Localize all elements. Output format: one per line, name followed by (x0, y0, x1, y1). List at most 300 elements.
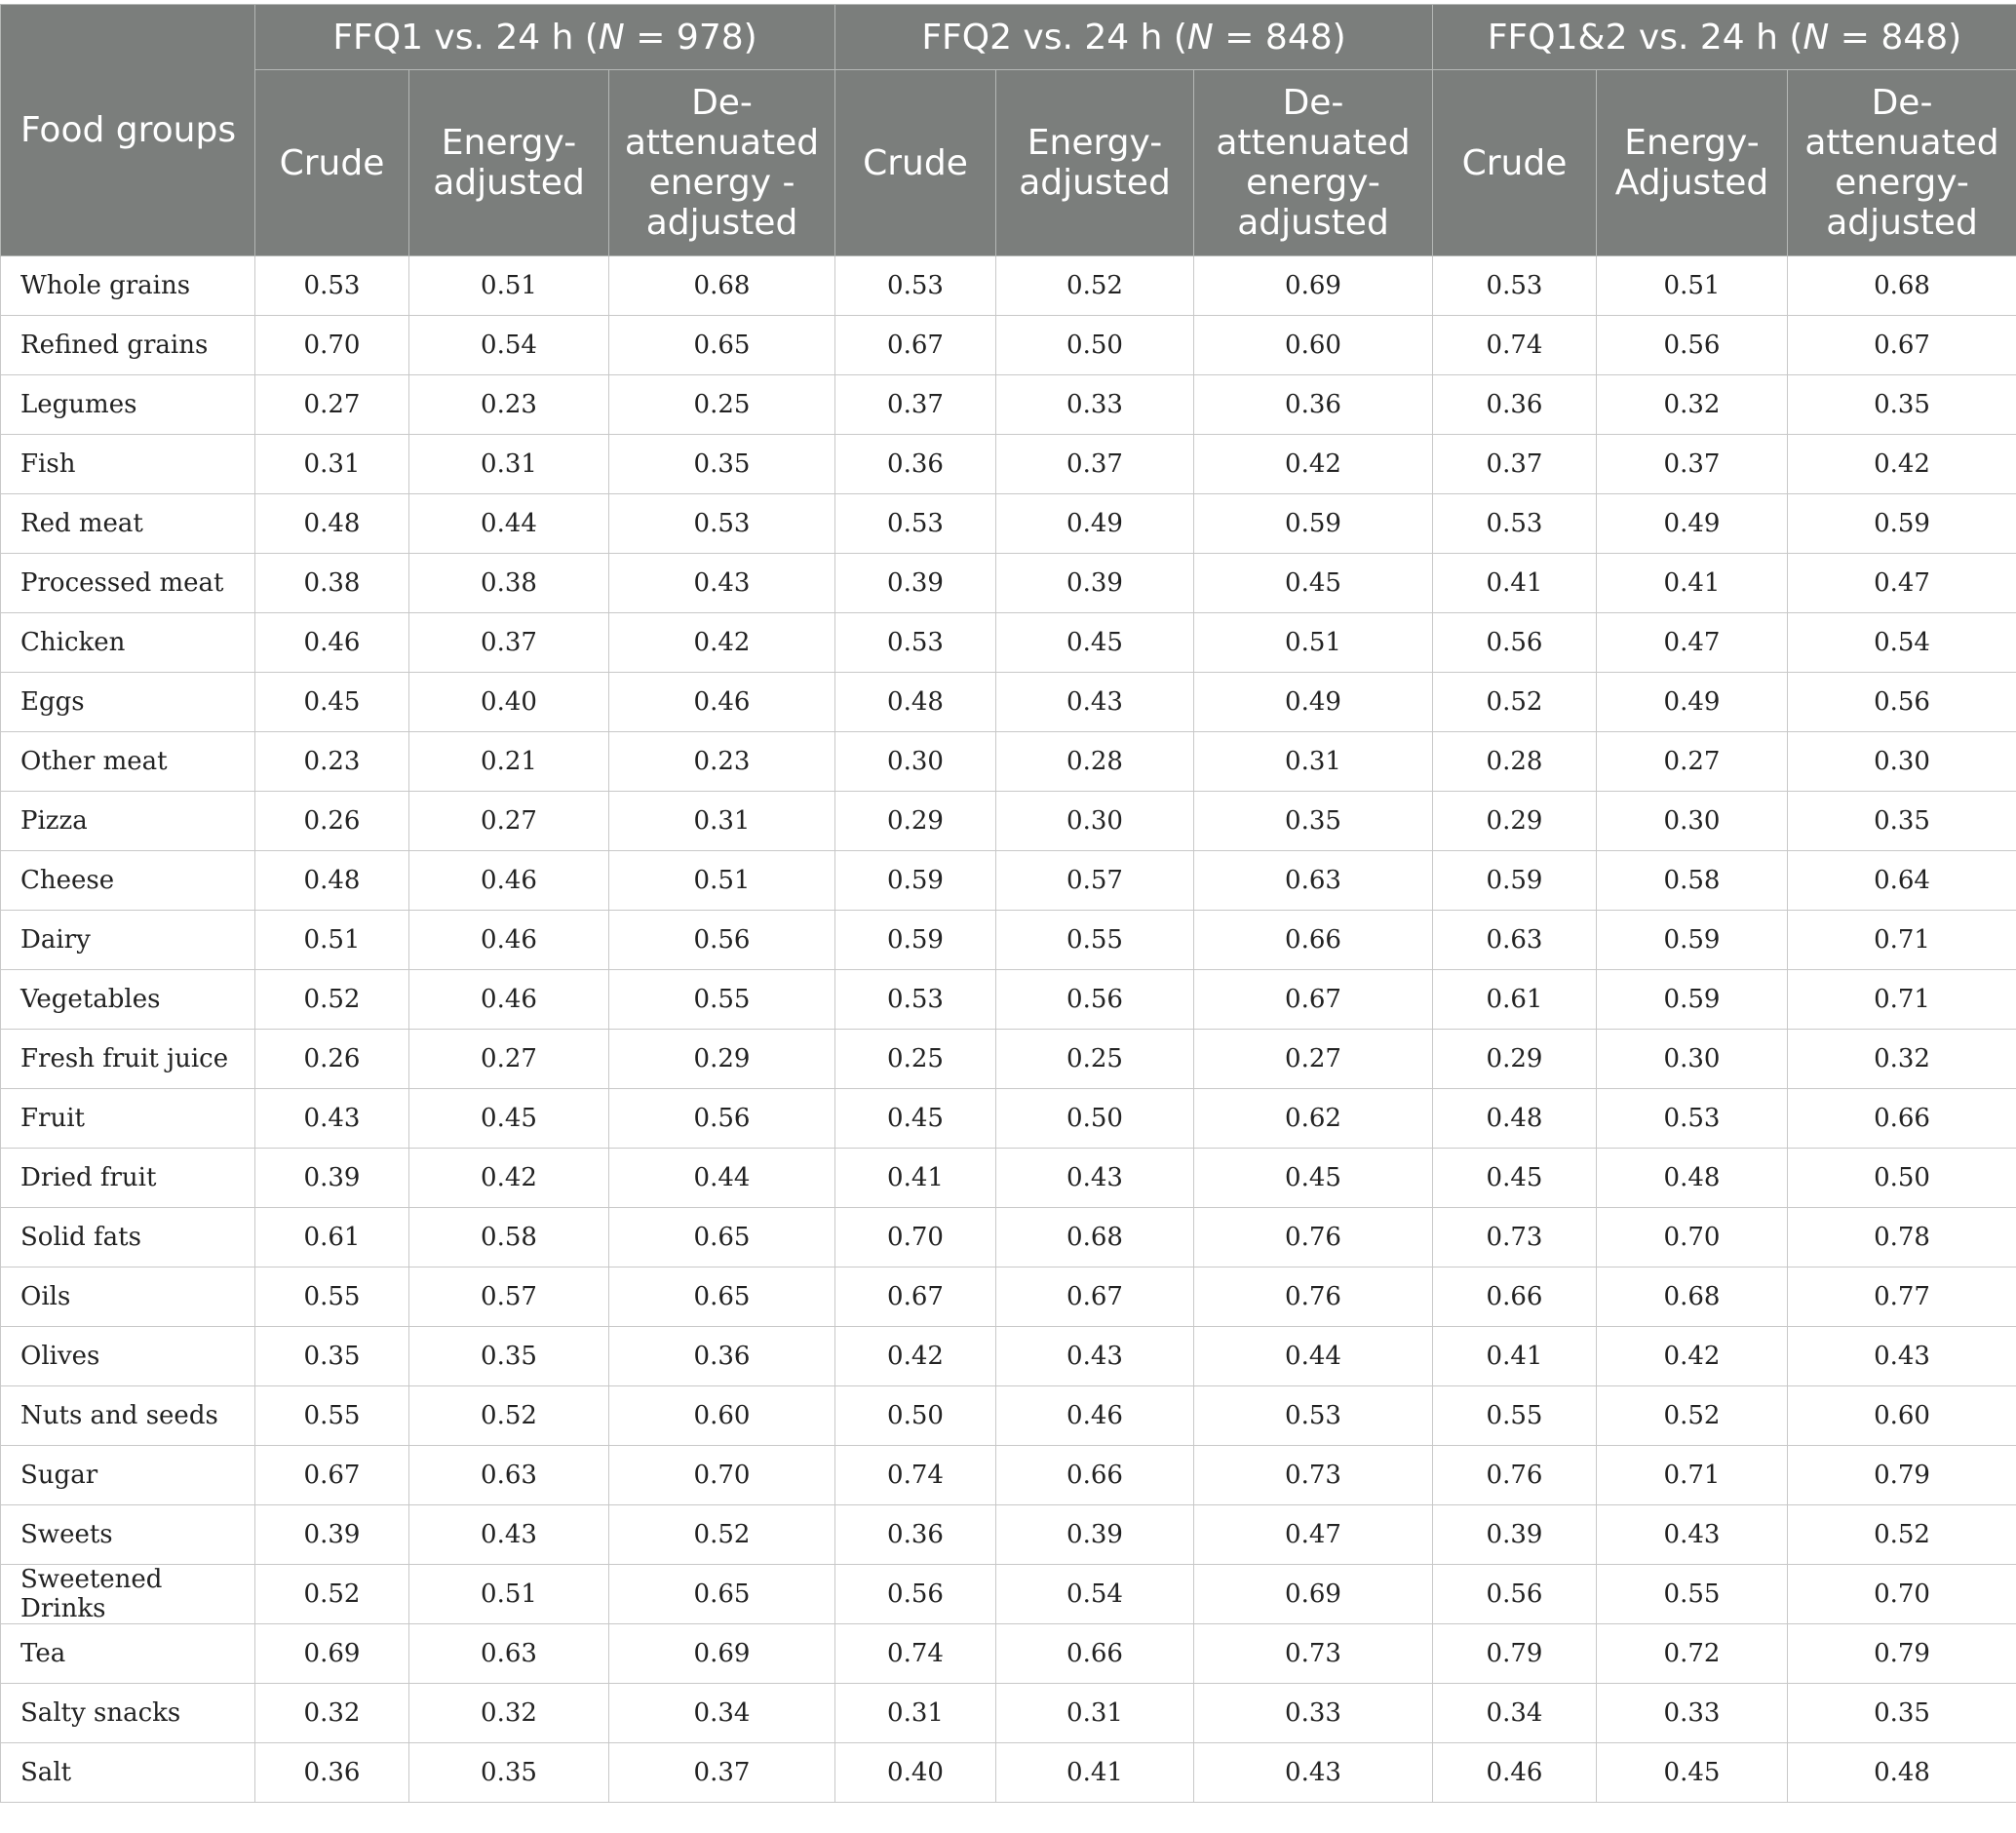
correlation-cell: 0.43 (1597, 1505, 1788, 1565)
correlation-cell: 0.56 (1788, 673, 2016, 732)
correlation-cell: 0.67 (1194, 970, 1433, 1030)
correlation-cell: 0.42 (835, 1327, 996, 1386)
correlation-cell: 0.26 (255, 792, 409, 851)
food-group-cell: Sugar (1, 1446, 255, 1505)
correlation-cell: 0.48 (1788, 1743, 2016, 1803)
correlation-cell: 0.74 (835, 1446, 996, 1505)
food-group-cell: Legumes (1, 375, 255, 435)
correlation-cell: 0.61 (1433, 970, 1597, 1030)
correlation-cell: 0.53 (1433, 494, 1597, 554)
correlation-cell: 0.46 (409, 911, 609, 970)
correlation-cell: 0.23 (409, 375, 609, 435)
correlation-cell: 0.53 (1194, 1386, 1433, 1446)
correlation-cell: 0.49 (1597, 494, 1788, 554)
correlation-cell: 0.54 (1788, 613, 2016, 673)
food-group-cell: Fish (1, 435, 255, 494)
correlation-cell: 0.29 (609, 1030, 835, 1089)
correlation-cell: 0.45 (1194, 554, 1433, 613)
correlation-cell: 0.53 (255, 256, 409, 316)
correlation-cell: 0.48 (255, 494, 409, 554)
correlation-cell: 0.46 (609, 673, 835, 732)
correlation-cell: 0.42 (1597, 1327, 1788, 1386)
correlation-cell: 0.59 (1194, 494, 1433, 554)
correlation-cell: 0.53 (609, 494, 835, 554)
correlation-cell: 0.69 (1194, 1565, 1433, 1624)
correlation-cell: 0.56 (1433, 613, 1597, 673)
correlation-cell: 0.55 (1597, 1565, 1788, 1624)
correlation-cell: 0.38 (255, 554, 409, 613)
correlation-cell: 0.74 (835, 1624, 996, 1684)
correlation-cell: 0.39 (255, 1505, 409, 1565)
food-group-cell: Solid fats (1, 1208, 255, 1268)
correlation-cell: 0.73 (1194, 1446, 1433, 1505)
table-row (1, 1268, 2016, 1327)
correlation-cell: 0.41 (1597, 554, 1788, 613)
correlation-cell: 0.55 (996, 911, 1194, 970)
correlation-cell: 0.41 (1433, 554, 1597, 613)
correlation-cell: 0.54 (409, 316, 609, 375)
food-group-cell: Fresh fruit juice (1, 1030, 255, 1089)
group-label-n: N (1186, 17, 1214, 58)
correlation-cell: 0.31 (996, 1684, 1194, 1743)
correlation-cell: 0.56 (1597, 316, 1788, 375)
correlation-cell: 0.30 (835, 732, 996, 792)
correlation-cell: 0.43 (409, 1505, 609, 1565)
correlation-cell: 0.70 (255, 316, 409, 375)
correlation-cell: 0.35 (1788, 1684, 2016, 1743)
correlation-cell: 0.67 (835, 316, 996, 375)
subheader-crude: Crude (1433, 70, 1597, 256)
correlation-cell: 0.27 (255, 375, 409, 435)
correlation-cell: 0.70 (609, 1446, 835, 1505)
subheader-deattenuated: De-attenuated energy-adjusted (1194, 70, 1433, 256)
subheader-deattenuated: De-attenuated energy-adjusted (1788, 70, 2016, 256)
correlation-cell: 0.52 (255, 1565, 409, 1624)
correlation-cell: 0.44 (609, 1149, 835, 1208)
correlation-cell: 0.55 (1433, 1386, 1597, 1446)
correlation-cell: 0.50 (835, 1386, 996, 1446)
correlation-cell: 0.33 (1597, 1684, 1788, 1743)
table-row (1, 1505, 2016, 1565)
correlation-cell: 0.35 (609, 435, 835, 494)
correlation-cell: 0.39 (996, 1505, 1194, 1565)
table-row (1, 316, 2016, 375)
correlation-cell: 0.63 (409, 1446, 609, 1505)
correlation-cell: 0.39 (1433, 1505, 1597, 1565)
correlation-cell: 0.25 (996, 1030, 1194, 1089)
table-row (1, 1149, 2016, 1208)
correlation-cell: 0.43 (1194, 1743, 1433, 1803)
correlation-cell: 0.71 (1788, 911, 2016, 970)
food-group-cell: Vegetables (1, 970, 255, 1030)
subheader-deattenuated: De-attenuated energy -adjusted (609, 70, 835, 256)
correlation-cell: 0.35 (409, 1743, 609, 1803)
correlation-cell: 0.30 (1788, 732, 2016, 792)
correlation-cell: 0.45 (255, 673, 409, 732)
correlation-cell: 0.44 (1194, 1327, 1433, 1386)
table-row (1, 851, 2016, 911)
correlation-cell: 0.57 (996, 851, 1194, 911)
correlation-cell: 0.37 (609, 1743, 835, 1803)
food-group-cell: Oils (1, 1268, 255, 1327)
correlation-cell: 0.66 (1788, 1089, 2016, 1149)
correlation-cell: 0.43 (1788, 1327, 2016, 1386)
correlation-cell: 0.46 (996, 1386, 1194, 1446)
correlation-cell: 0.65 (609, 316, 835, 375)
correlation-cell: 0.41 (1433, 1327, 1597, 1386)
correlation-cell: 0.48 (835, 673, 996, 732)
correlation-cell: 0.42 (409, 1149, 609, 1208)
correlation-cell: 0.67 (255, 1446, 409, 1505)
correlation-cell: 0.59 (1597, 911, 1788, 970)
correlation-cell: 0.62 (1194, 1089, 1433, 1149)
food-group-cell: Red meat (1, 494, 255, 554)
correlation-cell: 0.35 (1788, 375, 2016, 435)
correlation-cell: 0.35 (1788, 792, 2016, 851)
correlation-cell: 0.29 (1433, 1030, 1597, 1089)
correlation-cell: 0.52 (255, 970, 409, 1030)
table-row (1, 970, 2016, 1030)
food-group-cell: Sweets (1, 1505, 255, 1565)
correlation-cell: 0.36 (835, 435, 996, 494)
correlation-cell: 0.55 (255, 1268, 409, 1327)
correlation-cell: 0.71 (1788, 970, 2016, 1030)
subheader-energy-adjusted: Energy-adjusted (409, 70, 609, 256)
correlation-cell: 0.56 (835, 1565, 996, 1624)
table-row (1, 1089, 2016, 1149)
correlation-cell: 0.59 (835, 851, 996, 911)
correlation-cell: 0.78 (1788, 1208, 2016, 1268)
correlation-cell: 0.38 (409, 554, 609, 613)
group-header-ffq1 (255, 5, 835, 70)
correlation-cell: 0.59 (835, 911, 996, 970)
correlation-cell: 0.79 (1788, 1624, 2016, 1684)
correlation-cell: 0.53 (835, 613, 996, 673)
group-label-pre: FFQ2 vs. 24 h ( (921, 17, 1187, 58)
correlation-cell: 0.57 (409, 1268, 609, 1327)
table-row (1, 1030, 2016, 1089)
correlation-cell: 0.47 (1194, 1505, 1433, 1565)
correlation-cell: 0.42 (609, 613, 835, 673)
table-row (1, 256, 2016, 316)
food-group-cell: Other meat (1, 732, 255, 792)
correlation-cell: 0.49 (996, 494, 1194, 554)
correlation-cell: 0.69 (255, 1624, 409, 1684)
group-label-n: N (598, 17, 625, 58)
correlation-cell: 0.45 (835, 1089, 996, 1149)
correlation-cell: 0.45 (996, 613, 1194, 673)
food-group-cell: Fruit (1, 1089, 255, 1149)
correlation-cell: 0.28 (996, 732, 1194, 792)
table-row (1, 435, 2016, 494)
correlation-cell: 0.66 (996, 1446, 1194, 1505)
table-row (1, 732, 2016, 792)
table-row (1, 1208, 2016, 1268)
correlation-cell: 0.50 (996, 316, 1194, 375)
correlation-cell: 0.31 (409, 435, 609, 494)
table-row (1, 494, 2016, 554)
correlation-cell: 0.52 (1597, 1386, 1788, 1446)
food-group-cell: Whole grains (1, 256, 255, 316)
correlation-cell: 0.59 (1788, 494, 2016, 554)
correlation-cell: 0.63 (409, 1624, 609, 1684)
correlation-cell: 0.36 (835, 1505, 996, 1565)
correlation-cell: 0.26 (255, 1030, 409, 1089)
correlation-cell: 0.70 (1788, 1565, 2016, 1624)
correlation-cell: 0.48 (1433, 1089, 1597, 1149)
group-header-row (1, 5, 2016, 70)
correlation-cell: 0.45 (1194, 1149, 1433, 1208)
correlation-cell: 0.48 (255, 851, 409, 911)
correlation-cell: 0.51 (255, 911, 409, 970)
correlation-cell: 0.46 (1433, 1743, 1597, 1803)
food-groups-header: Food groups (1, 5, 255, 256)
correlation-cell: 0.67 (1788, 316, 2016, 375)
correlation-cell: 0.35 (255, 1327, 409, 1386)
correlation-cell: 0.68 (1788, 256, 2016, 316)
sub-header-row (1, 70, 2016, 256)
group-label-n: N (1803, 17, 1830, 58)
correlation-cell: 0.52 (609, 1505, 835, 1565)
subheader-energy-adjusted: Energy-adjusted (996, 70, 1194, 256)
correlation-cell: 0.69 (1194, 256, 1433, 316)
food-group-cell: Processed meat (1, 554, 255, 613)
food-group-cell: Dairy (1, 911, 255, 970)
correlation-cell: 0.46 (255, 613, 409, 673)
correlation-cell: 0.56 (996, 970, 1194, 1030)
correlation-cell: 0.76 (1194, 1268, 1433, 1327)
table-row (1, 792, 2016, 851)
correlation-cell: 0.65 (609, 1268, 835, 1327)
correlation-cell: 0.61 (255, 1208, 409, 1268)
correlation-cell: 0.50 (996, 1089, 1194, 1149)
correlation-cell: 0.37 (409, 613, 609, 673)
correlation-cell: 0.71 (1597, 1446, 1788, 1505)
correlation-cell: 0.44 (409, 494, 609, 554)
correlation-cell: 0.29 (835, 792, 996, 851)
correlation-cell: 0.73 (1433, 1208, 1597, 1268)
correlation-cell: 0.32 (255, 1684, 409, 1743)
group-label-post: = 848) (1829, 17, 1962, 58)
correlation-cell: 0.66 (1194, 911, 1433, 970)
correlation-cell: 0.53 (1597, 1089, 1788, 1149)
correlation-cell: 0.67 (996, 1268, 1194, 1327)
correlation-cell: 0.25 (609, 375, 835, 435)
correlation-cell: 0.43 (609, 554, 835, 613)
correlation-cell: 0.47 (1788, 554, 2016, 613)
food-group-cell: Pizza (1, 792, 255, 851)
correlation-cell: 0.58 (409, 1208, 609, 1268)
correlation-cell: 0.60 (1788, 1386, 2016, 1446)
table-row (1, 911, 2016, 970)
correlation-cell: 0.37 (1433, 435, 1597, 494)
correlation-cell: 0.52 (1433, 673, 1597, 732)
food-group-cell: Refined grains (1, 316, 255, 375)
correlation-cell: 0.52 (1788, 1505, 2016, 1565)
correlation-cell: 0.52 (409, 1386, 609, 1446)
correlation-cell: 0.79 (1788, 1446, 2016, 1505)
correlation-cell: 0.39 (835, 554, 996, 613)
correlation-cell: 0.33 (996, 375, 1194, 435)
correlation-cell: 0.37 (1597, 435, 1788, 494)
correlation-cell: 0.39 (255, 1149, 409, 1208)
table-header (1, 5, 2016, 256)
food-group-cell: Nuts and seeds (1, 1386, 255, 1446)
correlation-cell: 0.53 (835, 256, 996, 316)
subheader-energy-adjusted: Energy-Adjusted (1597, 70, 1788, 256)
correlation-cell: 0.40 (835, 1743, 996, 1803)
correlation-cell: 0.49 (1597, 673, 1788, 732)
table-row (1, 1743, 2016, 1803)
correlation-cell: 0.59 (1597, 970, 1788, 1030)
correlation-cell: 0.52 (996, 256, 1194, 316)
food-group-cell: Salt (1, 1743, 255, 1803)
group-header-ffq2 (835, 5, 1433, 70)
correlation-cell: 0.27 (1597, 732, 1788, 792)
correlation-cell: 0.36 (609, 1327, 835, 1386)
table-row (1, 554, 2016, 613)
correlation-cell: 0.43 (996, 673, 1194, 732)
correlation-cell: 0.59 (1433, 851, 1597, 911)
food-group-cell: Chicken (1, 613, 255, 673)
correlation-cell: 0.36 (1194, 375, 1433, 435)
correlation-cell: 0.58 (1597, 851, 1788, 911)
correlation-cell: 0.45 (1597, 1743, 1788, 1803)
correlation-cell: 0.48 (1597, 1149, 1788, 1208)
correlation-cell: 0.45 (409, 1089, 609, 1149)
correlation-cell: 0.53 (1433, 256, 1597, 316)
correlation-cell: 0.51 (1597, 256, 1788, 316)
correlation-cell: 0.42 (1194, 435, 1433, 494)
correlation-cell: 0.56 (609, 911, 835, 970)
correlation-cell: 0.66 (996, 1624, 1194, 1684)
correlation-cell: 0.35 (1194, 792, 1433, 851)
table-row (1, 673, 2016, 732)
subheader-crude: Crude (255, 70, 409, 256)
correlation-cell: 0.74 (1433, 316, 1597, 375)
correlation-cell: 0.43 (996, 1327, 1194, 1386)
correlation-cell: 0.69 (609, 1624, 835, 1684)
correlation-cell: 0.50 (1788, 1149, 2016, 1208)
correlation-cell: 0.35 (409, 1327, 609, 1386)
group-label-pre: FFQ1&2 vs. 24 h ( (1487, 17, 1803, 58)
correlation-cell: 0.23 (255, 732, 409, 792)
correlation-cell: 0.70 (1597, 1208, 1788, 1268)
table-row (1, 375, 2016, 435)
correlation-cell: 0.46 (409, 970, 609, 1030)
food-group-cell: Salty snacks (1, 1684, 255, 1743)
table-body (1, 256, 2016, 1803)
correlation-cell: 0.77 (1788, 1268, 2016, 1327)
food-group-cell: Cheese (1, 851, 255, 911)
correlation-cell: 0.42 (1788, 435, 2016, 494)
correlation-cell: 0.72 (1597, 1624, 1788, 1684)
correlation-cell: 0.36 (1433, 375, 1597, 435)
correlation-cell: 0.40 (409, 673, 609, 732)
correlation-cell: 0.29 (1433, 792, 1597, 851)
correlation-table (0, 4, 2016, 1803)
correlation-cell: 0.23 (609, 732, 835, 792)
correlation-cell: 0.41 (835, 1149, 996, 1208)
correlation-cell: 0.63 (1433, 911, 1597, 970)
correlation-cell: 0.67 (835, 1268, 996, 1327)
correlation-cell: 0.43 (255, 1089, 409, 1149)
group-header-ffq1and2 (1433, 5, 2016, 70)
correlation-cell: 0.46 (409, 851, 609, 911)
correlation-cell: 0.53 (835, 970, 996, 1030)
table-row (1, 1565, 2016, 1624)
correlation-cell: 0.60 (1194, 316, 1433, 375)
correlation-cell: 0.32 (1597, 375, 1788, 435)
correlation-cell: 0.37 (835, 375, 996, 435)
correlation-cell: 0.68 (1597, 1268, 1788, 1327)
correlation-cell: 0.31 (255, 435, 409, 494)
correlation-cell: 0.76 (1194, 1208, 1433, 1268)
correlation-cell: 0.36 (255, 1743, 409, 1803)
correlation-cell: 0.27 (409, 792, 609, 851)
correlation-cell: 0.51 (409, 256, 609, 316)
correlation-cell: 0.55 (609, 970, 835, 1030)
correlation-cell: 0.54 (996, 1565, 1194, 1624)
correlation-cell: 0.56 (609, 1089, 835, 1149)
correlation-cell: 0.65 (609, 1565, 835, 1624)
correlation-cell: 0.76 (1433, 1446, 1597, 1505)
food-group-cell: Eggs (1, 673, 255, 732)
correlation-cell: 0.27 (1194, 1030, 1433, 1089)
table-row (1, 1624, 2016, 1684)
correlation-cell: 0.43 (996, 1149, 1194, 1208)
correlation-cell: 0.68 (609, 256, 835, 316)
food-group-cell: Dried fruit (1, 1149, 255, 1208)
correlation-cell: 0.33 (1194, 1684, 1433, 1743)
correlation-cell: 0.73 (1194, 1624, 1433, 1684)
correlation-cell: 0.45 (1433, 1149, 1597, 1208)
group-label-pre: FFQ1 vs. 24 h ( (332, 17, 599, 58)
correlation-cell: 0.70 (835, 1208, 996, 1268)
correlation-cell: 0.79 (1433, 1624, 1597, 1684)
subheader-crude: Crude (835, 70, 996, 256)
correlation-cell: 0.30 (996, 792, 1194, 851)
correlation-cell: 0.34 (609, 1684, 835, 1743)
correlation-cell: 0.25 (835, 1030, 996, 1089)
correlation-cell: 0.49 (1194, 673, 1433, 732)
correlation-cell: 0.31 (1194, 732, 1433, 792)
table-row (1, 1386, 2016, 1446)
correlation-cell: 0.32 (409, 1684, 609, 1743)
group-label-post: = 848) (1213, 17, 1346, 58)
correlation-cell: 0.21 (409, 732, 609, 792)
correlation-cell: 0.66 (1433, 1268, 1597, 1327)
correlation-cell: 0.56 (1433, 1565, 1597, 1624)
correlation-cell: 0.60 (609, 1386, 835, 1446)
table-row (1, 1327, 2016, 1386)
table-row (1, 613, 2016, 673)
correlation-cell: 0.27 (409, 1030, 609, 1089)
table-row (1, 1684, 2016, 1743)
food-group-cell: Tea (1, 1624, 255, 1684)
correlation-cell: 0.53 (835, 494, 996, 554)
table-row (1, 1446, 2016, 1505)
correlation-cell: 0.34 (1433, 1684, 1597, 1743)
correlation-cell: 0.65 (609, 1208, 835, 1268)
correlation-cell: 0.51 (409, 1565, 609, 1624)
correlation-cell: 0.37 (996, 435, 1194, 494)
correlation-cell: 0.31 (835, 1684, 996, 1743)
correlation-cell: 0.51 (609, 851, 835, 911)
correlation-cell: 0.47 (1597, 613, 1788, 673)
correlation-cell: 0.63 (1194, 851, 1433, 911)
correlation-cell: 0.64 (1788, 851, 2016, 911)
